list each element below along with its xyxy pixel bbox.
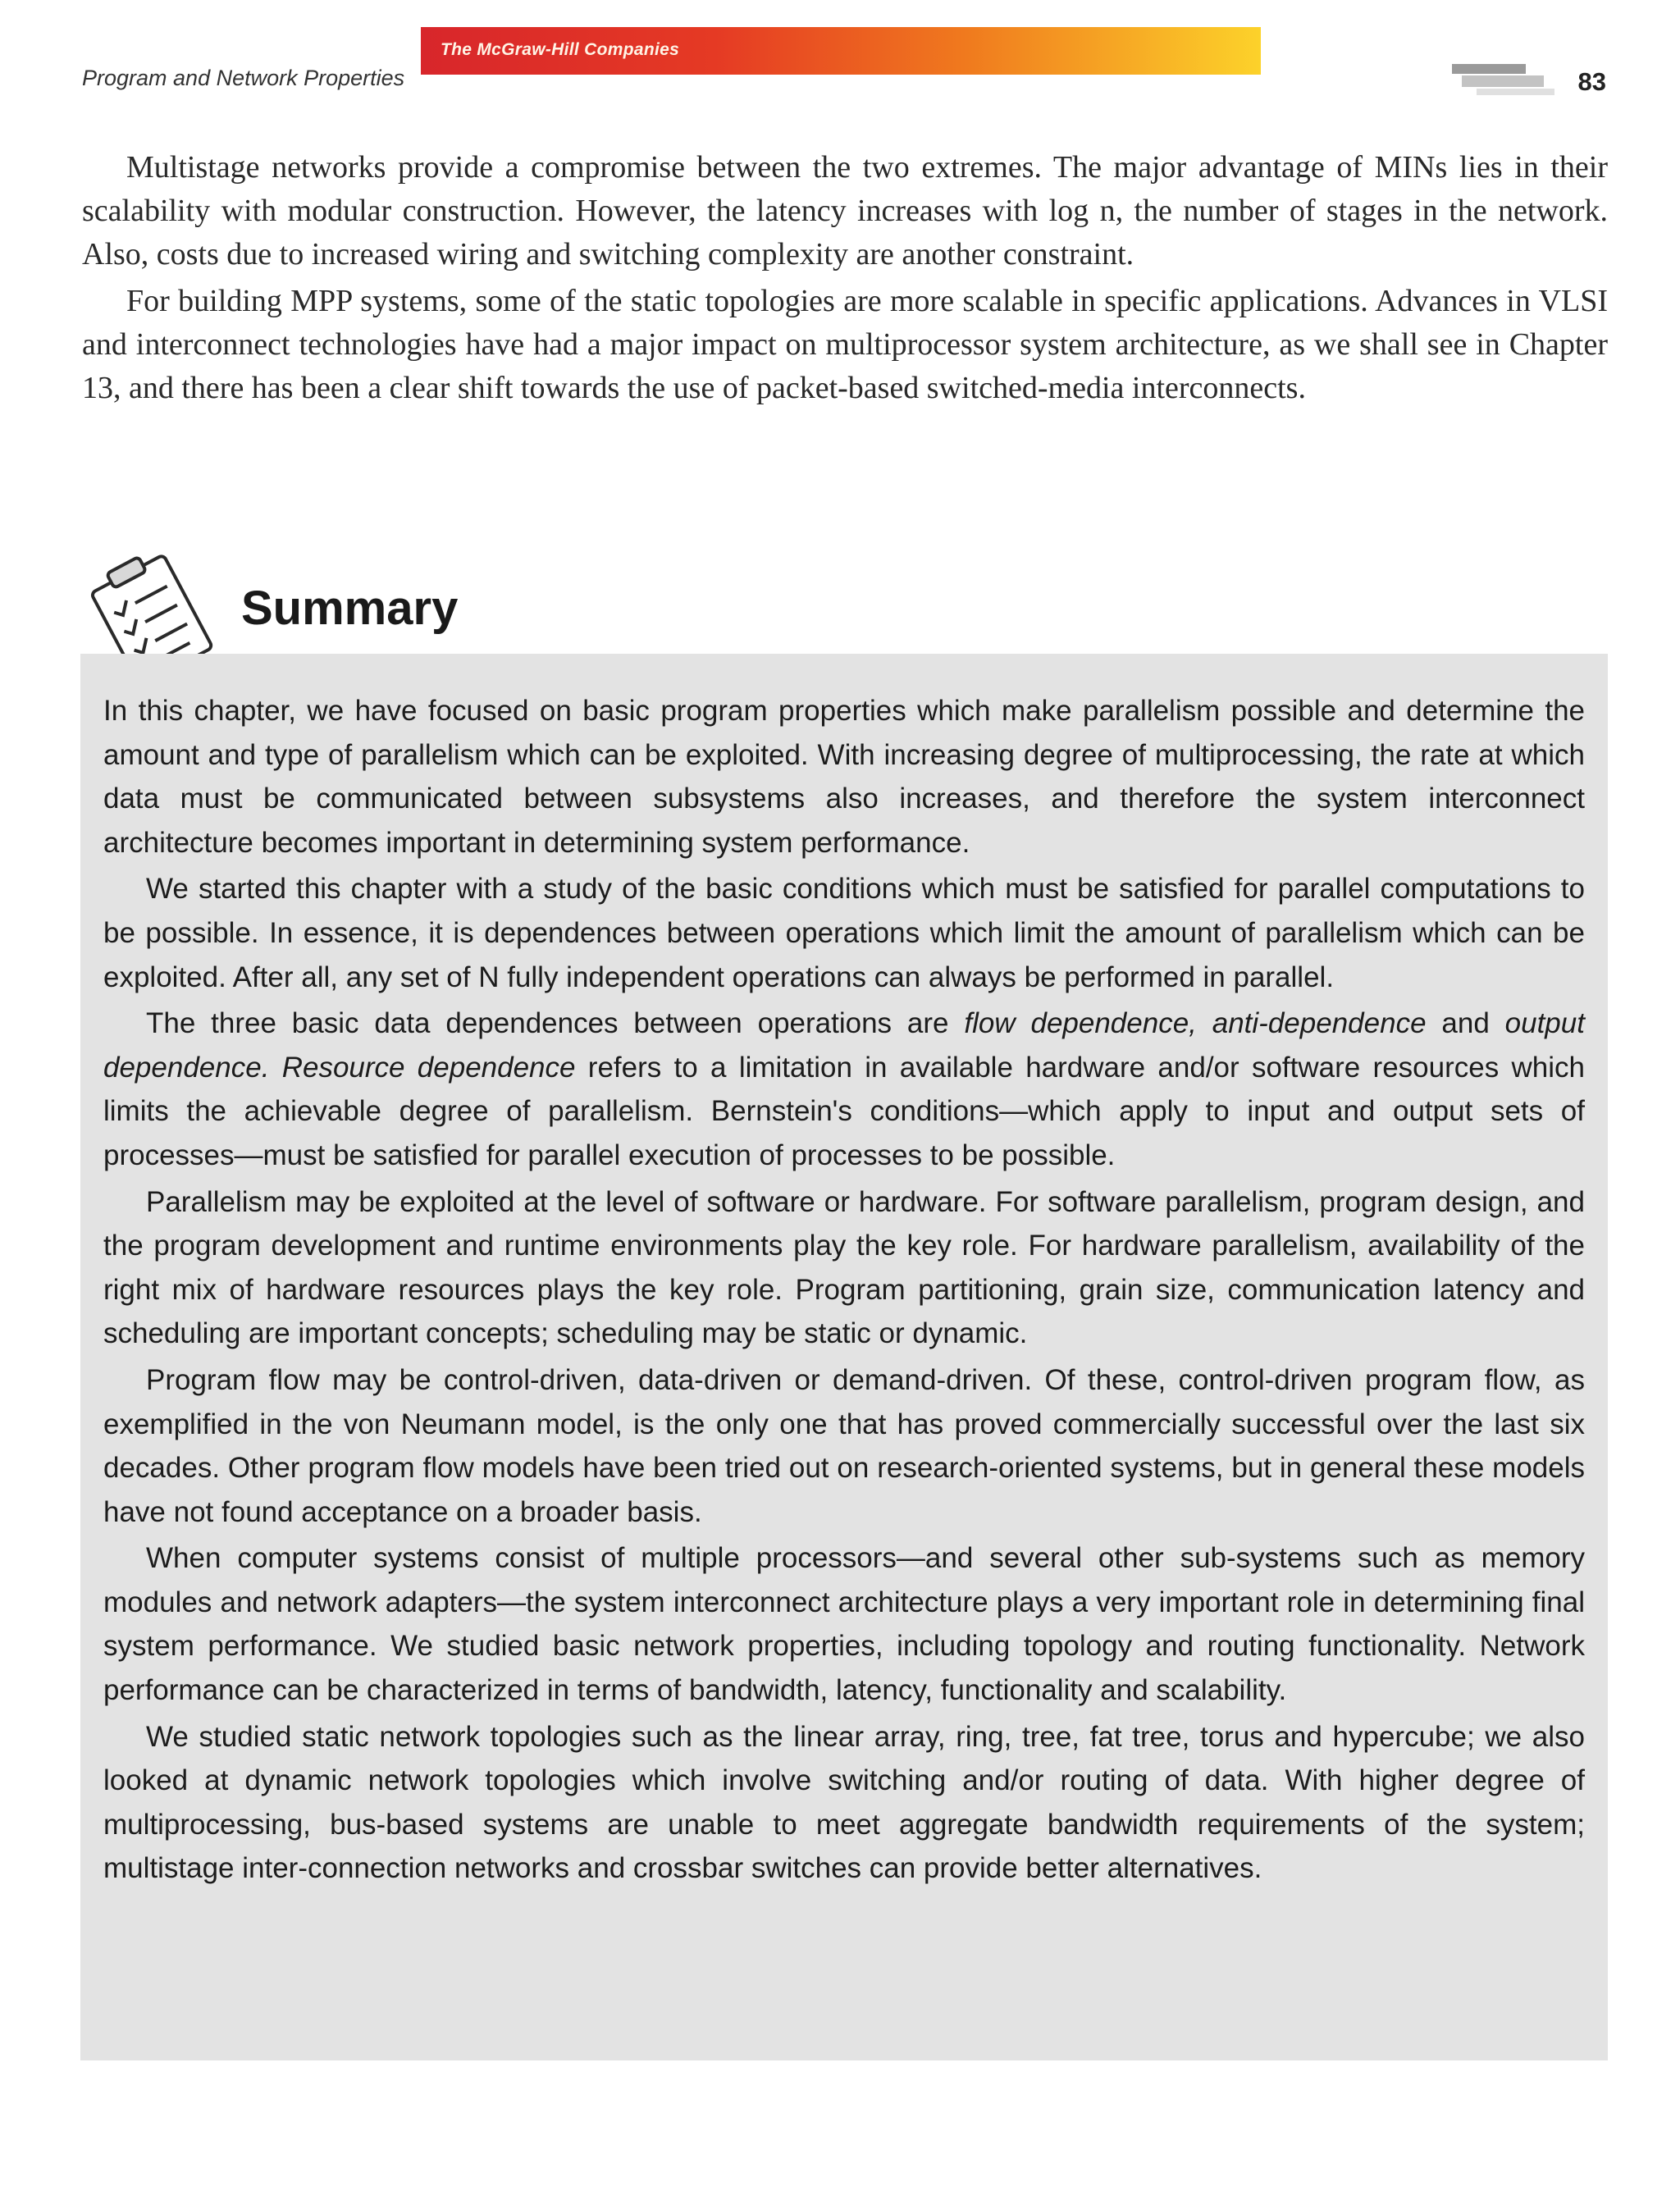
text-run: The three basic data dependences between operations are	[146, 1007, 965, 1040]
emphasis-term: flow dependence, anti-dependence	[964, 1007, 1427, 1040]
text-run: refers to a limitation in available hardware and/or software resources which limits the achievable degree of parallelism. Bernstein's conditions—which apply to input and output sets of processes—must be satisfied for parallel execution of processes to be possible.	[103, 1051, 1586, 1171]
text-run: and	[1426, 1007, 1505, 1040]
summary-paragraph: We started this chapter with a study of the basic conditions which must be satisfied for parallel computations to be possible. In essence, it is dependences between operations which limit the amount of parallelism which can be exploited. After all, any set of N fully independent operations can always be performed in parallel.	[103, 873, 1585, 993]
header-decoration	[1452, 64, 1554, 97]
summary-heading: Summary	[241, 582, 459, 635]
summary-paragraph	[103, 1002, 1585, 1177]
summary-body	[103, 689, 1585, 1891]
summary-box	[80, 654, 1608, 2060]
summary-paragraph: In this chapter, we have focused on basic program properties which make parallelism possible and determine the amount and type of parallelism which can be exploited. With increasing degree of multiprocessing, the rate at which data must be communicated between subsystems also increases, and therefore the system interconnect architecture becomes important in determining system performance.	[103, 695, 1585, 859]
running-head: Program and Network Properties	[82, 66, 405, 90]
summary-paragraph: We studied static network topologies such as the linear array, ring, tree, fat tree, torus and hypercube; we also looked at dynamic network topologies which involve switching and/or routing of data. With higher degree of multiprocessing, bus-based systems are unable to meet aggregate bandwidth requirements of the system; multistage inter-connection networks and crossbar switches can provide better alternatives.	[103, 1720, 1585, 1885]
publisher-name: The McGraw-Hill Companies	[441, 40, 680, 59]
publisher-banner	[421, 27, 1261, 75]
summary-paragraph: Program flow may be control-driven, data-driven or demand-driven. Of these, control-driven program flow, as exemplified in the von Neumann model, is the only one that has proved commercially successful over the last six decades. Other program flow models have been tried out on research-oriented systems, but in general these models have not found acceptance on a broader basis.	[103, 1363, 1585, 1528]
intro-paragraph: Multistage networks provide a compromise between the two extremes. The major advantage of MINs lies in their scalability with modular construction. However, the latency increases with log n, the number of stages in the network. Also, costs due to increased wiring and switching complexity are another constraint.	[82, 150, 1608, 272]
intro-text	[82, 146, 1608, 413]
summary-paragraph: Parallelism may be exploited at the level of software or hardware. For software parallelism, program design, and the program development and runtime environments play the key role. For hardware parallelism, availability of the right mix of hardware resources plays the key role. Program partitioning, grain size, communication latency and scheduling are important concepts; scheduling may be static or dynamic.	[103, 1185, 1585, 1350]
intro-paragraph: For building MPP systems, some of the static topologies are more scalable in specific applications. Advances in VLSI and interconnect technologies have had a major impact on multiprocessor system architecture, as we shall see in Chapter 13, and there has been a clear shift towards the use of packet-based switched-media interconnects.	[82, 284, 1608, 405]
summary-paragraph: When computer systems consist of multiple processors—and several other sub-systems such as memory modules and network adapters—the system interconnect architecture plays a very important role in determining final system performance. We studied basic network properties, including topology and routing functionality. Network performance can be characterized in terms of bandwidth, latency, functionality and scalability.	[103, 1542, 1585, 1707]
emphasis-term: output dependence. Resource dependence	[103, 1007, 1585, 1084]
page-number: 83	[1577, 67, 1606, 96]
